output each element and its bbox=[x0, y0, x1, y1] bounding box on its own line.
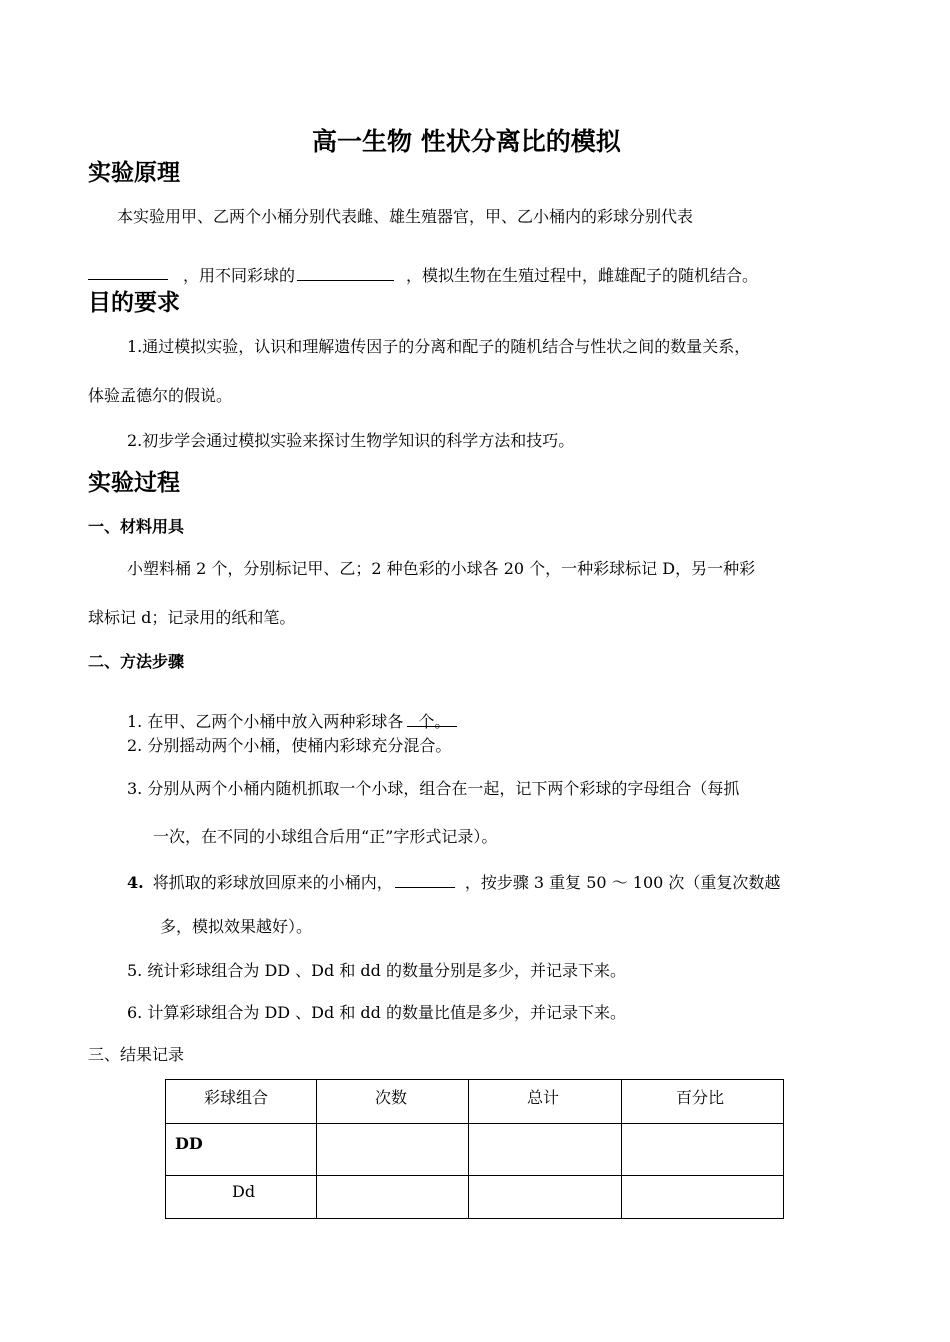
step-4-number: 4. bbox=[127, 873, 144, 892]
principle-line-1: 本实验用甲、乙两个小桶分别代表雌、雄生殖器官，甲、乙小桶内的彩球分别代表 bbox=[117, 207, 694, 226]
step-3b: 一次，在不同的小球组合后用“正”字形式记录）。 bbox=[153, 827, 498, 846]
step-5: 5. 统计彩球组合为 DD 、Dd 和 dd 的数量分别是多少，并记录下来。 bbox=[127, 961, 626, 980]
materials-line-1: 小塑料桶 2 个，分别标记甲、乙；2 种色彩的小球各 20 个，一种彩球标记 D，另一种彩 bbox=[127, 559, 756, 578]
section-heading-process: 实验过程 bbox=[88, 470, 180, 496]
principle-line-2 bbox=[183, 246, 758, 286]
results-table bbox=[165, 1079, 784, 1219]
section-heading-goals: 目的要求 bbox=[88, 290, 180, 316]
step-4c: 多，模拟效果越好）。 bbox=[160, 917, 313, 936]
header-combo: 彩球组合 bbox=[166, 1080, 317, 1124]
table-row bbox=[166, 1176, 784, 1219]
page-title: 高一生物 性状分离比的模拟 bbox=[312, 127, 621, 156]
goal-item-2: 2.初步学会通过模拟实验来探讨生物学知识的科学方法和技巧。 bbox=[127, 431, 575, 450]
step-4 bbox=[127, 867, 780, 893]
subheading-materials: 一、材料用具 bbox=[88, 517, 185, 536]
step-4b: ，按步骤 3 重复 50 ～ 100 次（重复次数越 bbox=[464, 873, 781, 892]
cell-total-dd-hetero[interactable] bbox=[469, 1176, 622, 1219]
principle-line-2b: ，模拟生物在生殖过程中，雌雄配子的随机结合。 bbox=[406, 266, 759, 285]
blank-gametes bbox=[88, 279, 168, 280]
blank-ball-combination bbox=[297, 246, 394, 281]
goal-item-1a: 1.通过模拟实验，认识和理解遗传因子的分离和配子的随机结合与性状之间的数量关系， bbox=[127, 337, 751, 356]
step-6: 6. 计算彩球组合为 DD 、Dd 和 dd 的数量比值是多少，并记录下来。 bbox=[127, 1003, 626, 1022]
materials-line-2: 球标记 d；记录用的纸和笔。 bbox=[88, 608, 296, 627]
cell-combo-dd: DD bbox=[166, 1124, 317, 1176]
step-2: 2. 分别摇动两个小桶，使桶内彩球充分混合。 bbox=[127, 736, 452, 755]
cell-percent-dd-hetero[interactable] bbox=[622, 1176, 784, 1219]
principle-line-2a: ，用不同彩球的 bbox=[183, 266, 296, 285]
header-total: 总计 bbox=[469, 1080, 622, 1124]
header-count: 次数 bbox=[317, 1080, 469, 1124]
step-1b: 个。 bbox=[418, 712, 451, 731]
subheading-steps: 二、方法步骤 bbox=[88, 652, 185, 671]
cell-count-dd-hetero[interactable] bbox=[317, 1176, 469, 1219]
step-3a: 3. 分别从两个小桶内随机抓取一个小球，组合在一起，记下两个彩球的字母组合（每抓 bbox=[127, 779, 740, 798]
goal-item-1b: 体验孟德尔的假说。 bbox=[88, 386, 233, 405]
subheading-results: 三、结果记录 bbox=[88, 1045, 185, 1064]
blank-shake bbox=[395, 867, 455, 888]
cell-total-dd[interactable] bbox=[469, 1124, 622, 1176]
header-percent: 百分比 bbox=[622, 1080, 784, 1124]
step-1a: 1. 在甲、乙两个小桶中放入两种彩球各 bbox=[127, 712, 404, 731]
cell-percent-dd[interactable] bbox=[622, 1124, 784, 1176]
table-row bbox=[166, 1124, 784, 1176]
table-header-row bbox=[166, 1080, 784, 1124]
step-4a: 将抓取的彩球放回原来的小桶内， bbox=[152, 873, 393, 892]
section-heading-principle: 实验原理 bbox=[88, 160, 180, 186]
cell-count-dd[interactable] bbox=[317, 1124, 469, 1176]
step-1 bbox=[127, 690, 450, 732]
cell-combo-dd-hetero: Dd bbox=[166, 1176, 317, 1219]
